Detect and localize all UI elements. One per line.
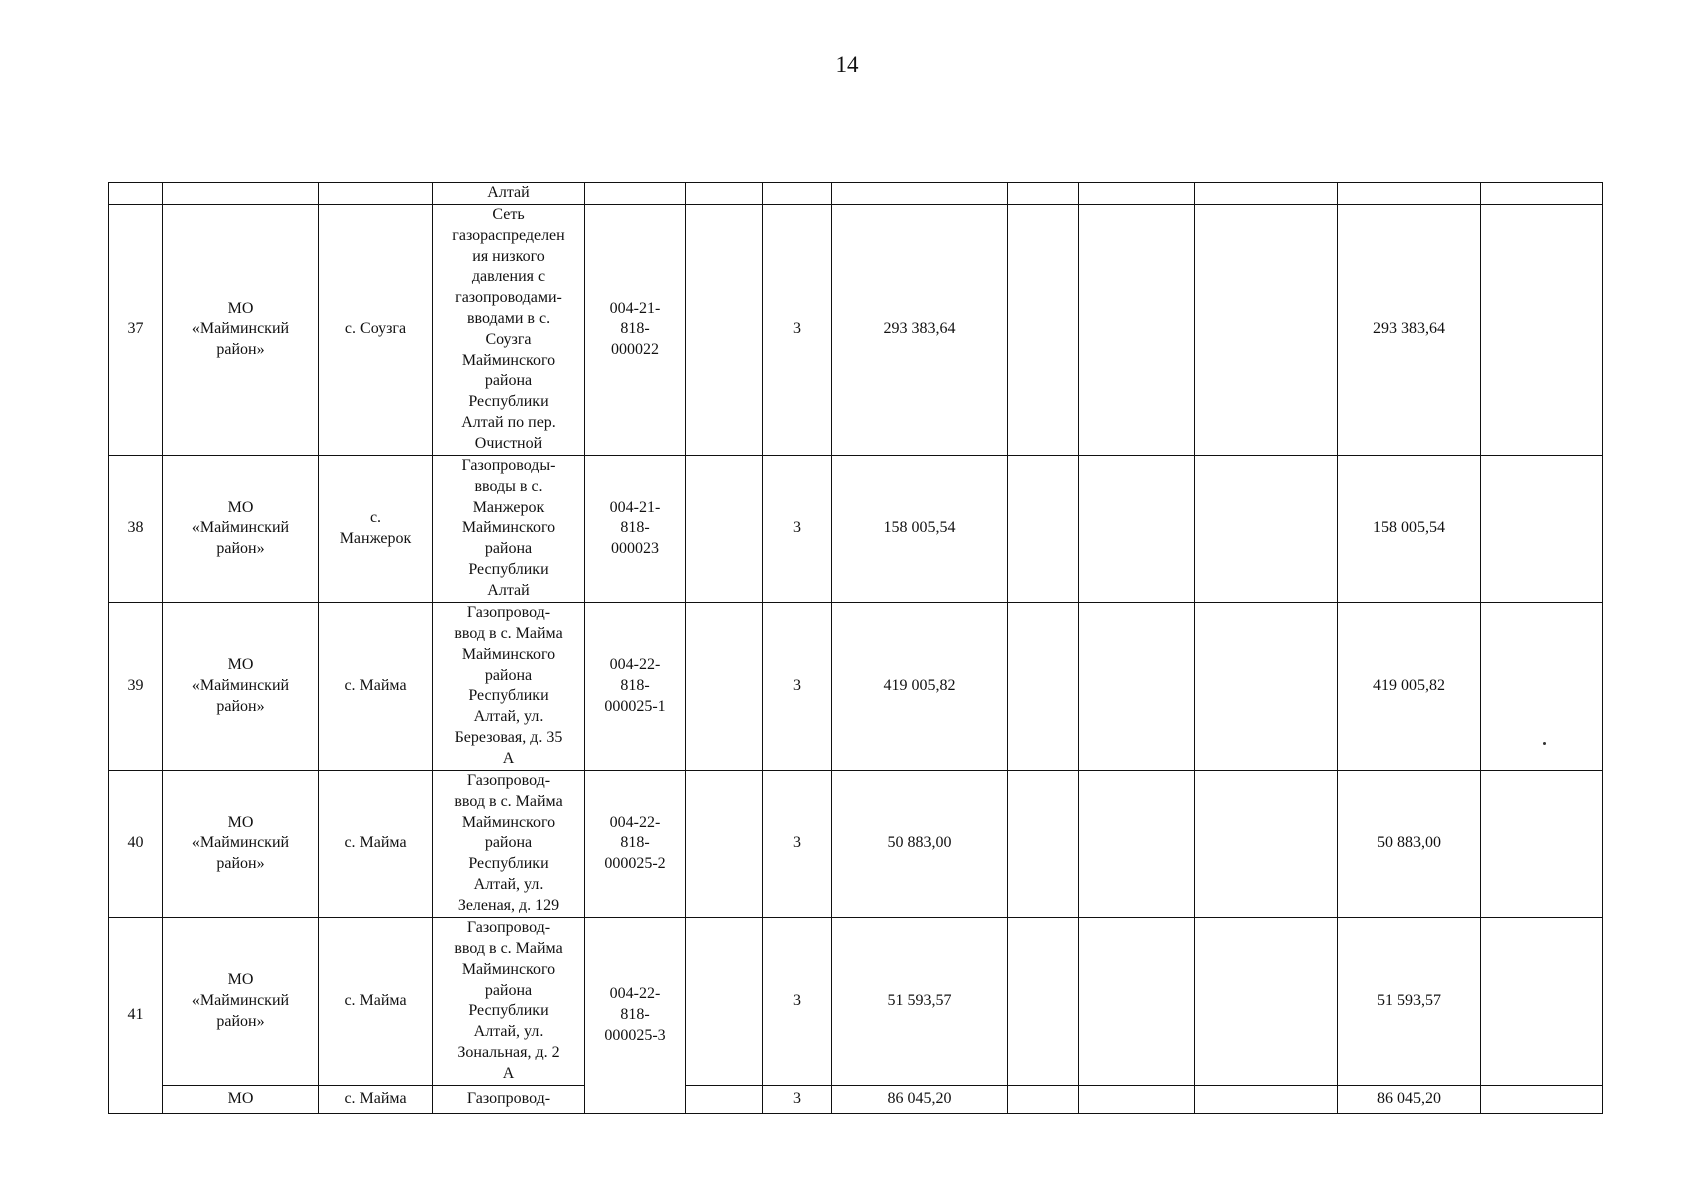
cell-empty <box>1195 770 1338 917</box>
cell-cost: 293 383,64 <box>832 204 1008 455</box>
cell-empty <box>686 917 763 1085</box>
cell-mo: МО «Майминский район» <box>163 204 319 455</box>
cell-category: 3 <box>763 602 832 770</box>
cell-mo: МО «Майминский район» <box>163 770 319 917</box>
cell-total: 86 045,20 <box>1338 1085 1481 1113</box>
cell-empty <box>1008 602 1079 770</box>
cell-locality: с. Майма <box>319 917 433 1085</box>
cell-category: 3 <box>763 1085 832 1113</box>
cell-empty <box>1481 602 1603 770</box>
cell-empty <box>1079 1085 1195 1113</box>
table-row <box>109 917 1603 1085</box>
cell-code <box>585 183 686 205</box>
cell-cost: 158 005,54 <box>832 455 1008 602</box>
cell-category: 3 <box>763 204 832 455</box>
table-row <box>109 770 1603 917</box>
cell-object-name: Газопровод- ввод в с. Майма Майминского района Республики Алтай, ул. Березовая, д. 35 А <box>433 602 585 770</box>
cell-empty <box>686 770 763 917</box>
cell-object-name: Газопровод- ввод в с. Майма Майминского района Республики Алтай, ул. Зеленая, д. 129 <box>433 770 585 917</box>
cell-code: 004-21- 818- 000022 <box>585 204 686 455</box>
cell-total: 51 593,57 <box>1338 917 1481 1085</box>
cell-cost: 419 005,82 <box>832 602 1008 770</box>
cell-empty <box>1195 1085 1338 1113</box>
cell-mo: МО «Майминский район» <box>163 602 319 770</box>
cell-empty <box>1079 204 1195 455</box>
cell-locality: с. Манжерок <box>319 455 433 602</box>
cell-empty <box>1481 1085 1603 1113</box>
cell-empty <box>1008 455 1079 602</box>
cell-empty <box>1079 455 1195 602</box>
cell-cost <box>832 183 1008 205</box>
cell-cost: 51 593,57 <box>832 917 1008 1085</box>
cell-object-name: Газопроводы- вводы в с. Манжерок Майминского района Республики Алтай <box>433 455 585 602</box>
cell-category <box>763 183 832 205</box>
cell-empty <box>1195 602 1338 770</box>
cell-code: 004-21- 818- 000023 <box>585 455 686 602</box>
cell-category: 3 <box>763 455 832 602</box>
cell-mo: МО «Майминский район» <box>163 917 319 1085</box>
cell-locality: с. Майма <box>319 770 433 917</box>
table-row <box>109 1085 1603 1113</box>
cell-empty <box>1008 204 1079 455</box>
cell-empty <box>1079 770 1195 917</box>
cell-num: 38 <box>109 455 163 602</box>
cell-mo <box>163 183 319 205</box>
cell-locality: с. Майма <box>319 602 433 770</box>
cell-code: 004-22- 818- 000025-3 <box>585 917 686 1113</box>
cell-empty <box>1195 204 1338 455</box>
cell-cost: 50 883,00 <box>832 770 1008 917</box>
cell-empty <box>686 183 763 205</box>
cell-empty <box>1195 455 1338 602</box>
table-row <box>109 455 1603 602</box>
cell-empty <box>686 455 763 602</box>
table-row <box>109 183 1603 205</box>
cell-locality <box>319 183 433 205</box>
cell-empty <box>686 204 763 455</box>
cell-empty <box>1481 917 1603 1085</box>
cell-total <box>1338 183 1481 205</box>
registry-table <box>108 182 1603 1114</box>
cell-total: 293 383,64 <box>1338 204 1481 455</box>
cell-category: 3 <box>763 770 832 917</box>
cell-total: 50 883,00 <box>1338 770 1481 917</box>
page-number: 14 <box>835 52 859 77</box>
cell-empty <box>1481 770 1603 917</box>
cell-empty <box>1079 917 1195 1085</box>
cell-total: 419 005,82 <box>1338 602 1481 770</box>
cell-object-name: Сеть газораспределен ия низкого давления с газопроводами- вводами в с. Соузга Майминского района Республики Алтай по пер. Очистной <box>433 204 585 455</box>
scan-speck <box>1543 742 1546 745</box>
cell-empty <box>1079 602 1195 770</box>
cell-empty <box>1008 1085 1079 1113</box>
cell-num: 40 <box>109 770 163 917</box>
cell-locality: с. Майма <box>319 1085 433 1113</box>
cell-cost: 86 045,20 <box>832 1085 1008 1113</box>
cell-code: 004-22- 818- 000025-1 <box>585 602 686 770</box>
cell-code: 004-22- 818- 000025-2 <box>585 770 686 917</box>
cell-empty <box>1008 917 1079 1085</box>
cell-mo: МО «Майминский район» <box>163 455 319 602</box>
table-row <box>109 602 1603 770</box>
cell-mo: МО <box>163 1085 319 1113</box>
cell-num: 39 <box>109 602 163 770</box>
cell-locality: с. Соузга <box>319 204 433 455</box>
cell-empty <box>1481 455 1603 602</box>
cell-num <box>109 183 163 205</box>
cell-empty <box>1008 770 1079 917</box>
cell-empty <box>1481 183 1603 205</box>
cell-empty <box>1195 917 1338 1085</box>
cell-object-name: Газопровод- <box>433 1085 585 1113</box>
cell-empty <box>686 602 763 770</box>
cell-num: 41 <box>109 917 163 1113</box>
cell-empty <box>1079 183 1195 205</box>
cell-empty <box>1195 183 1338 205</box>
cell-total: 158 005,54 <box>1338 455 1481 602</box>
cell-object-name: Алтай <box>433 183 585 205</box>
cell-empty <box>686 1085 763 1113</box>
cell-empty <box>1008 183 1079 205</box>
cell-object-name: Газопровод- ввод в с. Майма Майминского района Республики Алтай, ул. Зональная, д. 2 А <box>433 917 585 1085</box>
cell-empty <box>1481 204 1603 455</box>
cell-num: 37 <box>109 204 163 455</box>
cell-category: 3 <box>763 917 832 1085</box>
table-row <box>109 204 1603 455</box>
